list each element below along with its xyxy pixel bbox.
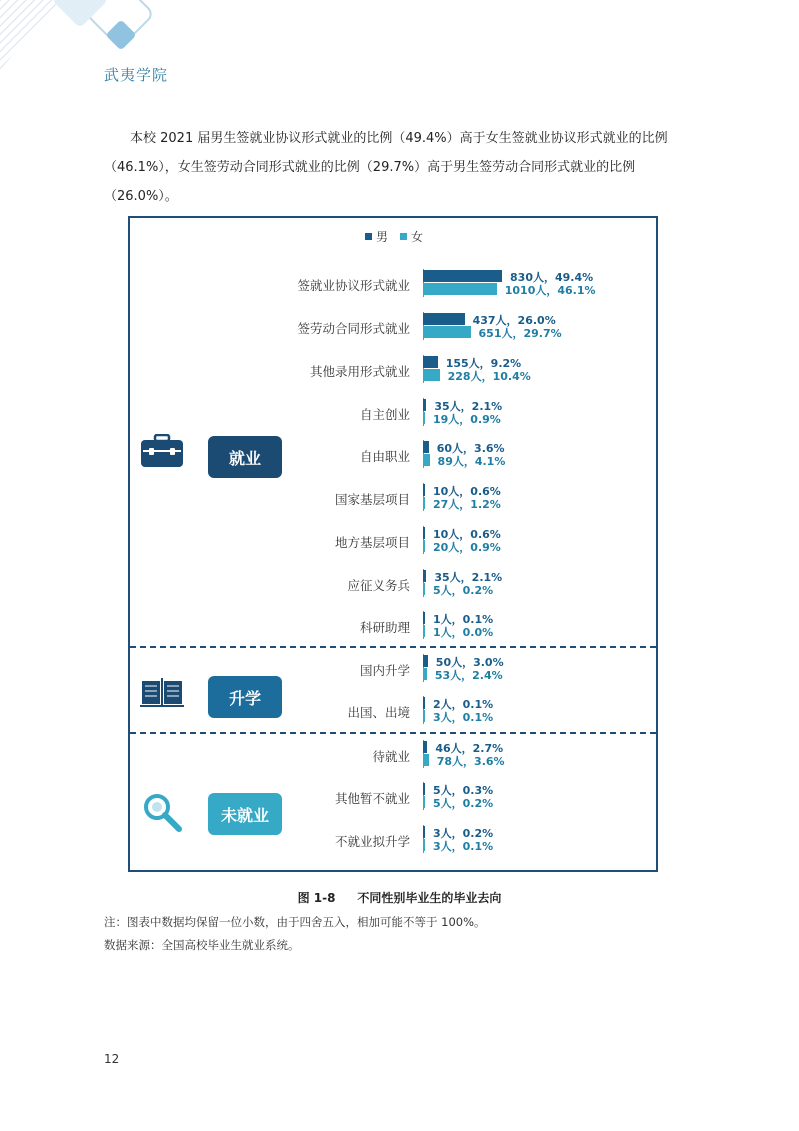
category-label: 待就业 — [372, 749, 410, 764]
bar-male — [423, 441, 429, 453]
bar-female — [423, 540, 425, 552]
bar-male — [423, 741, 427, 753]
group-badge-employed: 就业 — [208, 436, 282, 478]
value-label-female: 78人，3.6% — [436, 755, 505, 768]
value-label-male: 46人，2.7% — [435, 742, 504, 755]
bar-male — [423, 697, 425, 709]
bar-male — [423, 570, 426, 582]
category-label: 国家基层项目 — [334, 492, 410, 507]
bar-female — [423, 454, 430, 466]
category-label: 出国、出境 — [347, 705, 410, 720]
value-label-male: 50人，3.0% — [435, 656, 504, 669]
value-label-male: 155人，9.2% — [445, 357, 522, 370]
value-label-male: 3人，0.2% — [433, 827, 494, 840]
bar-female — [423, 369, 440, 381]
bar-female — [423, 283, 497, 295]
bar-male — [423, 783, 425, 795]
legend-swatch-female — [400, 233, 407, 240]
value-label-male: 437人，26.0% — [472, 314, 556, 327]
value-label-male: 10人，0.6% — [433, 528, 501, 541]
bar-male — [423, 655, 428, 667]
briefcase-icon — [140, 434, 184, 468]
bar-male — [423, 399, 426, 411]
chart-legend — [365, 228, 431, 245]
bar-female — [423, 796, 425, 808]
magnifier-icon — [142, 792, 182, 832]
group-badge-unemployed: 未就业 — [208, 793, 282, 835]
category-label: 其他暂不就业 — [334, 791, 410, 806]
figure-title: 不同性别毕业生的毕业去向 — [357, 891, 502, 905]
value-label-male: 1人，0.1% — [433, 613, 494, 626]
value-label-male: 830人，49.4% — [510, 271, 594, 284]
category-label: 不就业拟升学 — [334, 834, 410, 849]
bar-female — [423, 326, 471, 338]
bar-male — [423, 527, 425, 539]
value-label-female: 89人，4.1% — [437, 455, 506, 468]
figure-number: 图 1-8 — [297, 891, 336, 905]
value-label-female: 19人，0.9% — [433, 413, 501, 426]
legend-swatch-male — [365, 233, 372, 240]
value-label-male: 35人，2.1% — [434, 571, 503, 584]
category-label: 应征义务兵 — [347, 578, 410, 593]
bar-male — [423, 313, 465, 325]
school-name: 武夷学院 — [104, 66, 169, 84]
value-label-male: 10人，0.6% — [433, 485, 501, 498]
category-label: 国内升学 — [359, 663, 410, 678]
bar-female — [423, 625, 425, 637]
bar-female — [423, 497, 425, 509]
bar-male — [423, 484, 425, 496]
bar-female — [423, 668, 427, 680]
bar-male — [423, 826, 425, 838]
bar-male — [423, 612, 425, 624]
legend-label-female: 女 — [411, 230, 424, 244]
value-label-male: 35人，2.1% — [434, 400, 503, 413]
value-label-female: 3人，0.1% — [433, 711, 494, 724]
group-badge-further-study: 升学 — [208, 676, 282, 718]
page-number: 12 — [104, 1052, 120, 1066]
value-label-female: 53人，2.4% — [434, 669, 503, 682]
value-label-female: 1010人，46.1% — [504, 284, 596, 297]
category-label: 签就业协议形式就业 — [297, 278, 410, 293]
bar-male — [423, 270, 502, 282]
bar-female — [423, 710, 425, 722]
value-label-female: 27人，1.2% — [433, 498, 501, 511]
value-label-male: 60人，3.6% — [436, 442, 505, 455]
value-label-female: 228人，10.4% — [447, 370, 531, 383]
category-label: 自主创业 — [359, 407, 410, 422]
category-label: 自由职业 — [359, 449, 410, 464]
bar-female — [423, 754, 429, 766]
figure-caption — [0, 889, 799, 906]
bar-female — [423, 583, 425, 595]
open-book-icon — [140, 676, 184, 708]
note-source: 数据来源：全国高校毕业生就业系统。 — [104, 938, 300, 952]
value-label-female: 1人，0.0% — [433, 626, 494, 639]
note-rounding: 注：图表中数据均保留一位小数，由于四舍五入，相加可能不等于 100%。 — [104, 915, 486, 929]
corner-decoration — [0, 0, 170, 110]
bar-female — [423, 412, 425, 424]
group-divider — [130, 732, 656, 734]
group-divider — [130, 646, 656, 648]
category-label: 科研助理 — [359, 620, 410, 635]
value-label-female: 5人，0.2% — [433, 797, 494, 810]
bar-male — [423, 356, 438, 368]
value-label-female: 651人，29.7% — [478, 327, 562, 340]
value-label-female: 3人，0.1% — [433, 840, 494, 853]
value-label-female: 20人，0.9% — [433, 541, 501, 554]
summary-paragraph: 本校 2021 届男生签就业协议形式就业的比例（49.4%）高于女生签就业协议形式就业的比例（46.1%），女生签劳动合同形式就业的比例（29.7%）高于男生签劳动合同形式就业的比例（26.0%）。 — [104, 131, 668, 204]
category-label: 其他录用形式就业 — [309, 364, 410, 379]
category-label: 签劳动合同形式就业 — [297, 321, 410, 336]
bar-female — [423, 839, 425, 851]
value-label-female: 5人，0.2% — [433, 584, 494, 597]
value-label-male: 5人，0.3% — [433, 784, 494, 797]
legend-label-male: 男 — [376, 230, 389, 244]
category-label: 地方基层项目 — [334, 535, 410, 550]
value-label-male: 2人，0.1% — [433, 698, 494, 711]
